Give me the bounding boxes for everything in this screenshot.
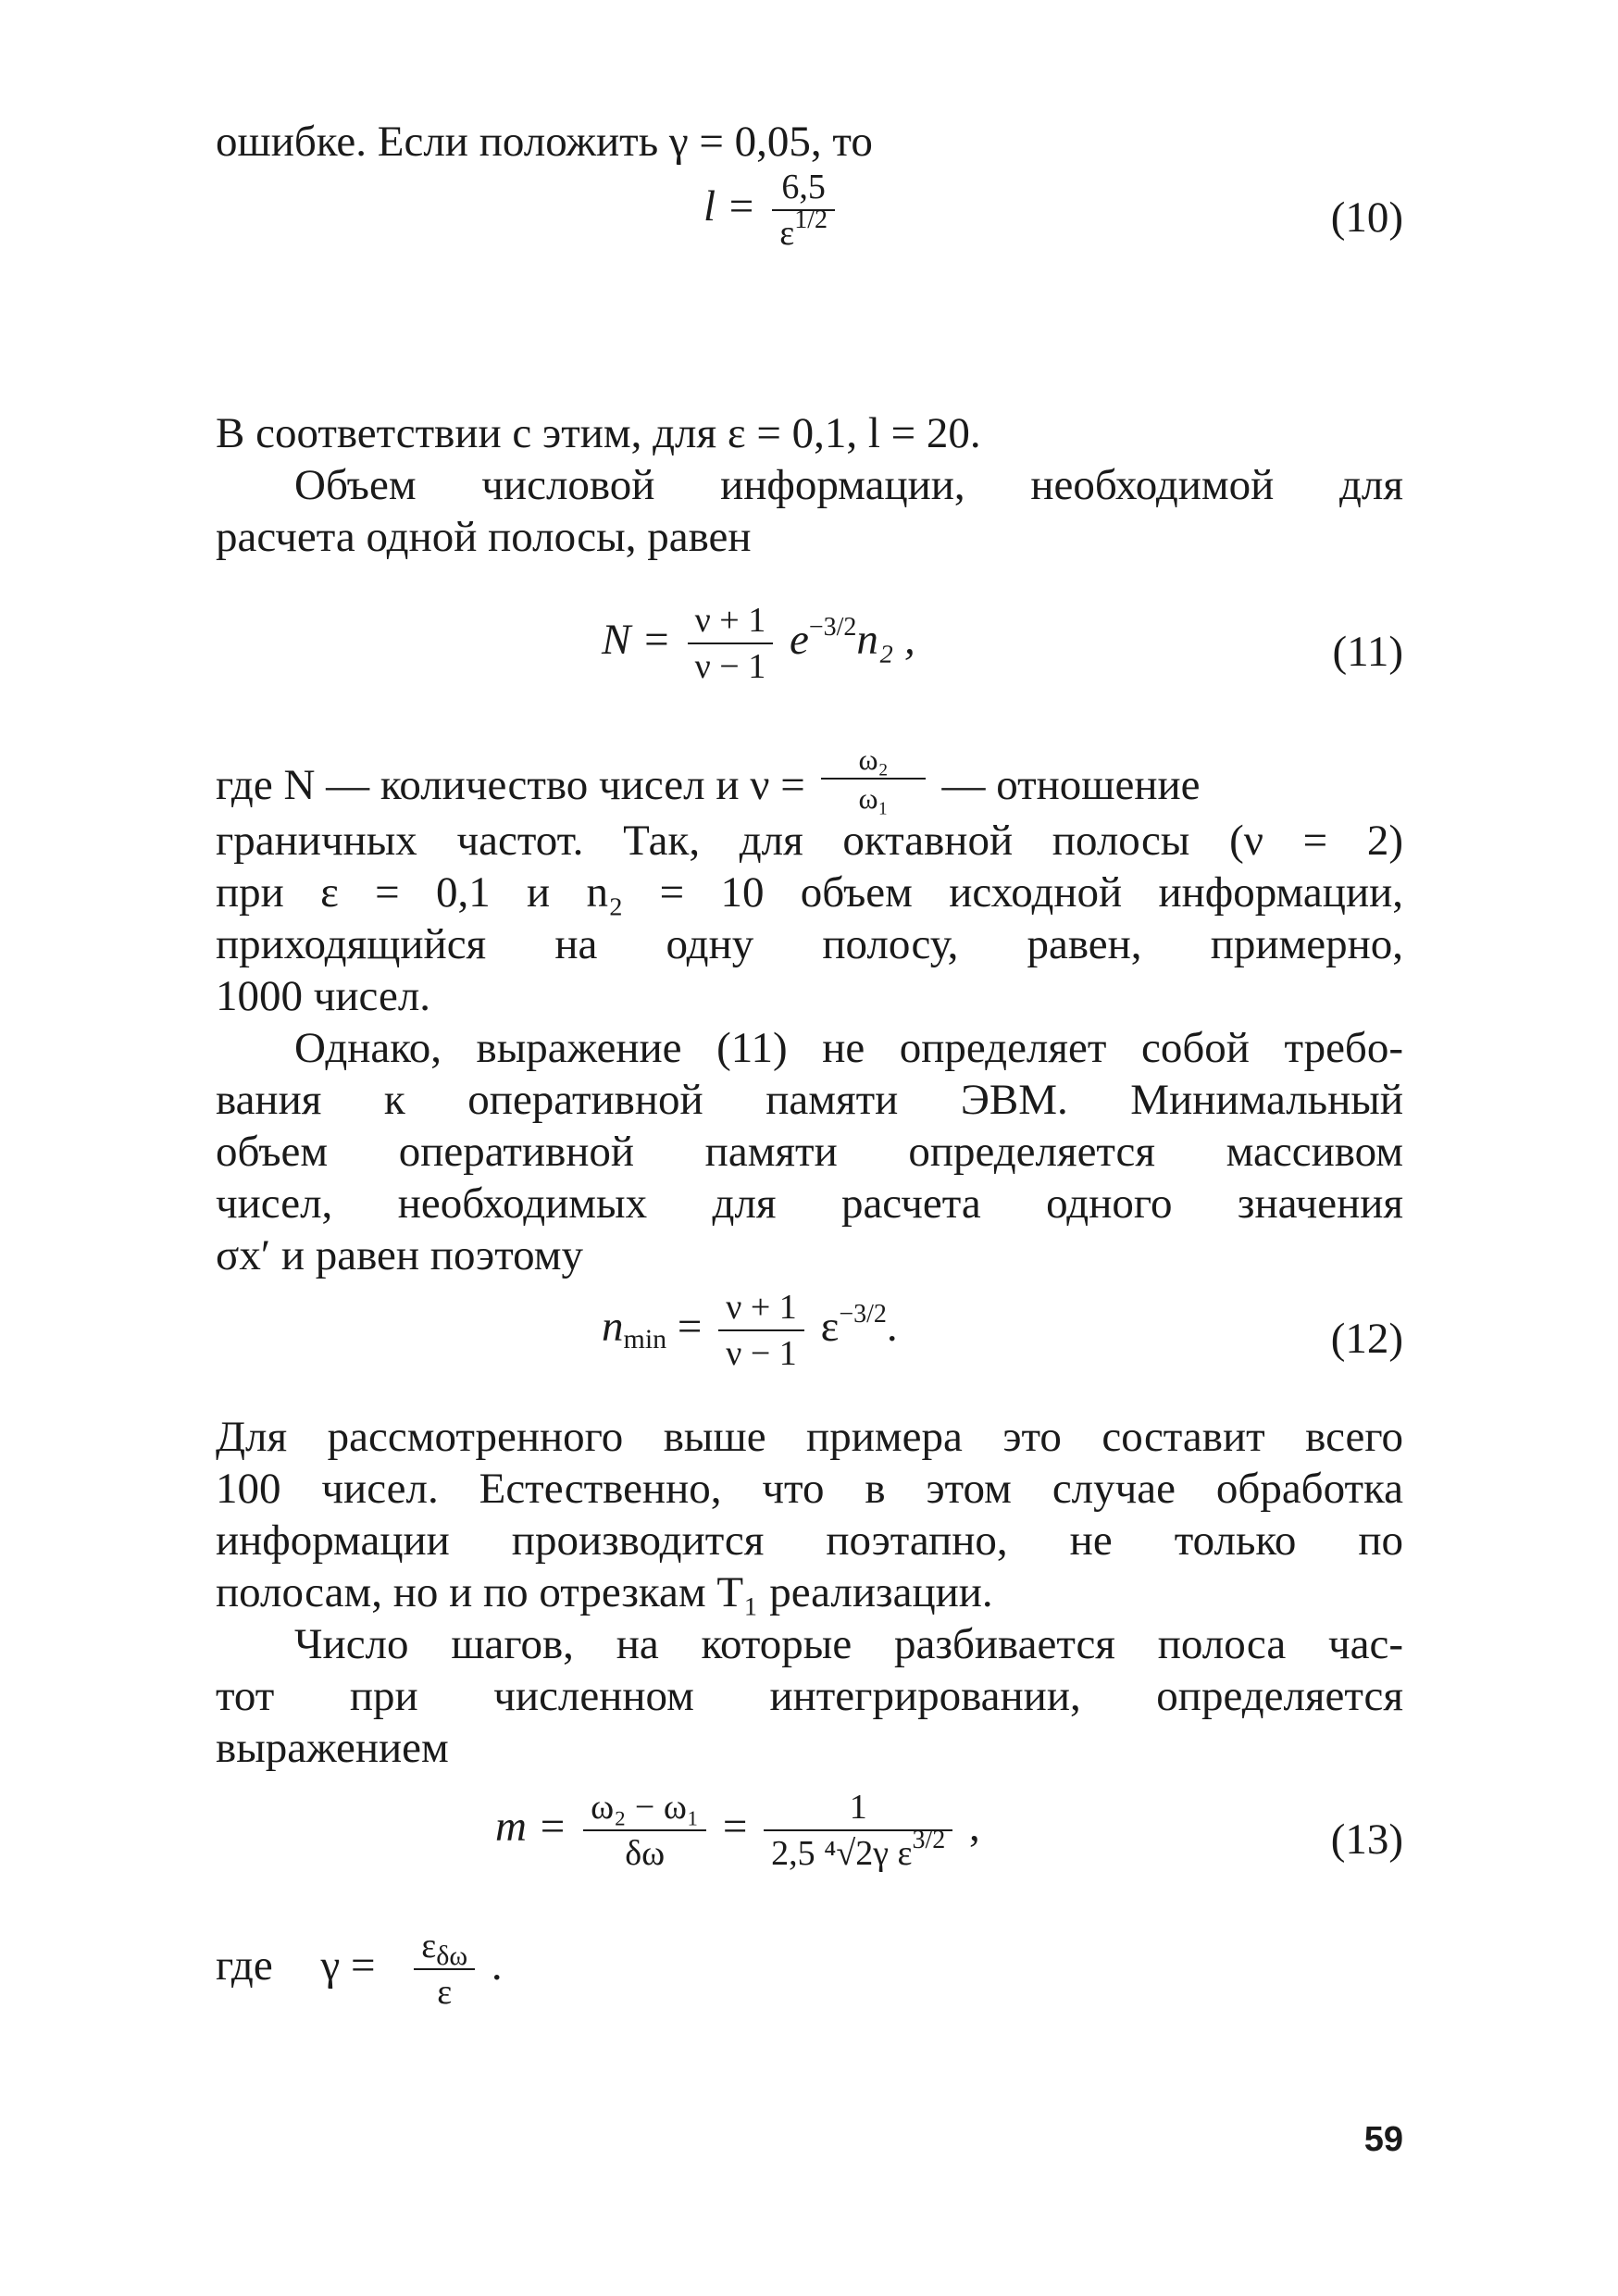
text-line-9: 1000 чисел. [216, 972, 431, 1020]
eq10-den-base: ε [779, 214, 795, 253]
text-line-20: тот при численном интегрировании, определяется [216, 1672, 1403, 1720]
eq12-lhs: n [602, 1302, 624, 1351]
eq13-denominator-1: δω [625, 1834, 666, 1873]
eq13-lhs: m = [495, 1802, 567, 1851]
equation-10 [703, 167, 840, 278]
eq11-lhs: N = [602, 615, 671, 664]
text-line-8: приходящийся на одну полосу, равен, примерно, [216, 920, 1403, 968]
text-line-19: Число шагов, на которые разбивается полоса час- [294, 1620, 1403, 1668]
eq12-exponent: −3/2 [839, 1299, 887, 1329]
text-line-10: Однако, выражение (11) не определяет собой требо- [294, 1024, 1403, 1072]
eq13-fraction-2 [764, 1787, 952, 1874]
eq13-den2-base: 2,5 ⁴√2γ ε [771, 1834, 913, 1873]
equation-11 [602, 600, 915, 711]
eq12-numerator: ν + 1 [718, 1287, 804, 1331]
where-label: где [216, 1940, 273, 1990]
eq13-numerator-2: 1 [764, 1787, 952, 1831]
eq11-exponent: −3/2 [808, 612, 857, 642]
eq13-comma: , [969, 1802, 980, 1851]
nu-numerator: ω₂ [821, 742, 925, 780]
text-line-5-start: где N — количество чисел и ν = [216, 761, 805, 809]
eq12-equals: = [677, 1302, 703, 1351]
gamma-lhs: γ = [320, 1940, 376, 1990]
page-number: 59 [1363, 2120, 1403, 2159]
eq11-fraction [688, 600, 774, 687]
eq13-fraction-1 [583, 1787, 706, 1874]
text-line-1: ошибке. Если положить γ = 0,05, то [216, 118, 873, 166]
gamma-numerator [414, 1926, 475, 1970]
eq12-period: . [886, 1302, 898, 1351]
equation-13 [495, 1787, 980, 1907]
eq10-den-exp: 1/2 [794, 206, 828, 234]
gamma-fraction [414, 1926, 475, 2013]
eq12-denominator: ν − 1 [726, 1334, 797, 1373]
eq13-denominator-2 [764, 1826, 952, 1874]
eq11-exp-base: e [789, 615, 809, 664]
text-line-18: полосам, но и по отрезкам T₁ реализации. [216, 1568, 993, 1616]
equation-12 [602, 1287, 898, 1398]
text-line-11: вания к оперативной памяти ЭВМ. Минимальный [216, 1076, 1403, 1124]
eq10-denominator [772, 206, 835, 254]
text-line-5 [216, 742, 1403, 815]
text-line-2: В соответствии с этим, для ε = 0,1, l = 20. [216, 409, 981, 457]
text-line-21: выражением [216, 1724, 449, 1772]
gamma-definition [216, 1926, 503, 2037]
eq10-fraction [772, 167, 835, 254]
eq10-numerator: 6,5 [772, 167, 835, 211]
text-line-15: Для рассмотренного выше примера это составит всего [216, 1413, 1403, 1461]
text-line-12: объем оперативной памяти определяется массивом [216, 1128, 1403, 1176]
eq11-n2: n₂ , [856, 615, 915, 664]
eq13-numerator-1: ω₂ − ω₁ [583, 1787, 706, 1831]
text-line-14: σx′ и равен поэтому [216, 1231, 583, 1279]
eq12-epsilon: ε [820, 1302, 840, 1351]
gamma-denominator: ε [437, 1973, 453, 2012]
equation-number-13: (13) [1330, 1816, 1403, 1864]
eq11-denominator: ν − 1 [694, 647, 766, 686]
eq13-den2-exp: 3/2 [912, 1826, 946, 1854]
text-line-7: при ε = 0,1 и n₂ = 10 объем исходной информации, [216, 868, 1403, 917]
text-line-4: расчета одной полосы, равен [216, 513, 752, 561]
nu-fraction [821, 742, 925, 815]
nu-denominator: ω₁ [858, 781, 889, 815]
equation-number-11: (11) [1332, 628, 1403, 676]
text-line-6: граничных частот. Так, для октавной полосы (ν = 2) [216, 817, 1403, 865]
gamma-period: . [491, 1940, 503, 1990]
eq11-numerator: ν + 1 [688, 600, 774, 644]
text-line-17: информации производится поэтапно, не только по [216, 1516, 1403, 1565]
text-line-13: чисел, необходимых для расчета одного значения [216, 1179, 1403, 1228]
eq10-lhs: l = [703, 181, 756, 231]
equation-number-10: (10) [1330, 193, 1403, 242]
eq13-equals: = [722, 1802, 748, 1851]
text-line-5-end: — отношение [941, 761, 1201, 809]
eq12-lhs-sub: min [623, 1323, 667, 1354]
gamma-num-sub: δω [436, 1940, 468, 1971]
equation-number-12: (12) [1330, 1315, 1403, 1363]
gamma-num-base: ε [421, 1927, 437, 1965]
text-line-3: Объем числовой информации, необходимой для [294, 461, 1403, 509]
text-line-16: 100 чисел. Естественно, что в этом случае обработка [216, 1465, 1403, 1513]
eq12-fraction [718, 1287, 804, 1374]
